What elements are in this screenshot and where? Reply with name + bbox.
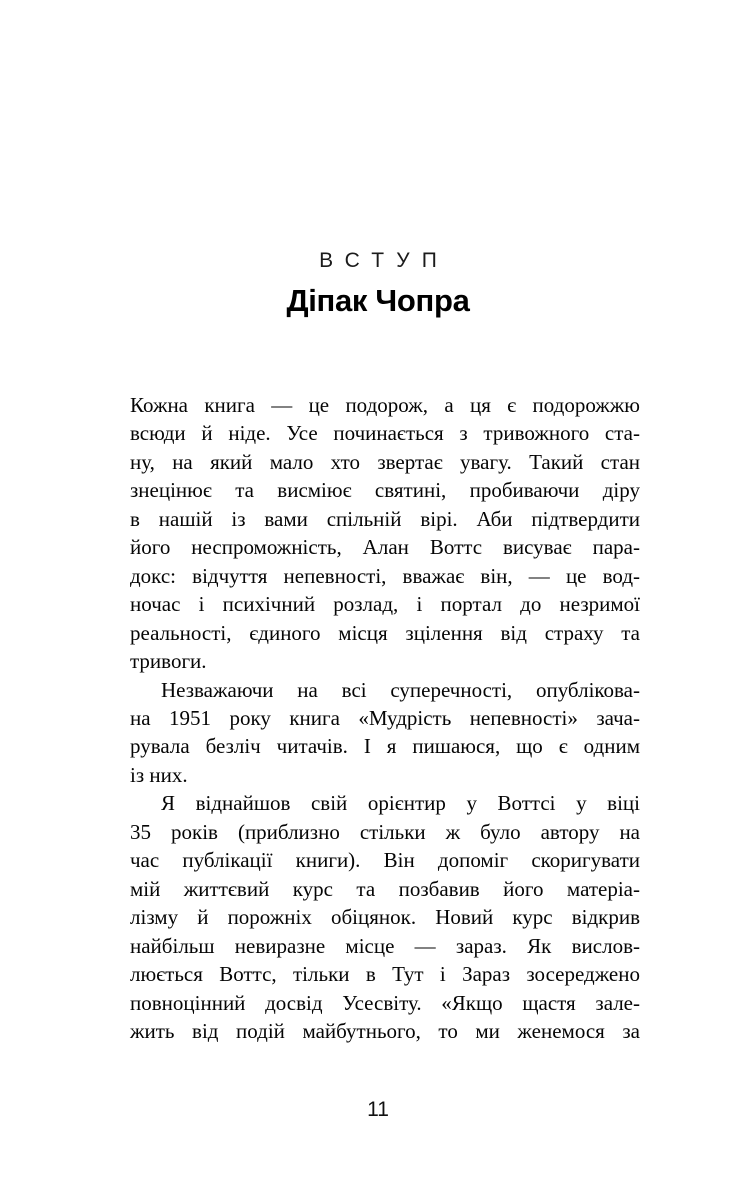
body-text — [130, 391, 640, 1045]
text-line: в нашій із вами спільній вірі. Аби підтвердити — [130, 506, 640, 531]
text-line: Незважаючи на всі суперечності, опублікова- — [161, 677, 640, 702]
text-line: його неспроможність, Алан Воттс висуває пара- — [130, 535, 640, 560]
text-line: мій життєвий курс та позбавив його матеріа- — [130, 876, 640, 901]
text-line: лізму й порожніх обіцянок. Новий курс відкрив — [130, 905, 640, 930]
text-line: найбільш невиразне місце — зараз. Як вислов- — [130, 933, 640, 958]
text-line: реальності, єдиного місця зцілення від страху та — [130, 620, 640, 645]
text-line: Кожна книга — це подорож, а ця є подорожжю — [130, 393, 640, 417]
text-line: докс: відчуття непевності, вважає він, — це вод- — [130, 563, 640, 588]
chapter-author-title: Діпак Чопра — [286, 283, 470, 318]
text-line: повноцінний досвід Усесвіту. «Якщо щастя зале- — [130, 990, 640, 1015]
text-line: жить від подій майбутнього, то ми женемося за — [130, 1018, 640, 1043]
text-line: знецінює та висміює святині, пробиваючи діру — [130, 478, 640, 503]
text-line: із них. — [130, 762, 188, 787]
chapter-kicker: ВСТУП — [319, 249, 450, 272]
text-line: ну, на який мало хто звертає увагу. Такий стан — [130, 449, 640, 474]
text-line: люється Воттс, тільки в Тут і Зараз зосереджено — [130, 962, 640, 987]
text-line: всюди й ніде. Усе починається з тривожного ста- — [130, 421, 640, 446]
page-number: 11 — [367, 1098, 389, 1121]
text-line: на 1951 року книга «Мудрість непевності» зача- — [130, 705, 640, 730]
text-line: 35 років (приблизно стільки ж було автору на — [130, 819, 640, 844]
text-line: час публікації книги). Він допоміг скоригувати — [130, 848, 640, 873]
text-line: тривоги. — [130, 649, 207, 674]
text-line: ночас і психічний розлад, і портал до незримої — [130, 592, 640, 617]
text-line: Я віднайшов свій орієнтир у Воттсі у віці — [161, 791, 640, 816]
text-line: рувала безліч читачів. І я пишаюся, що є одним — [130, 734, 640, 759]
